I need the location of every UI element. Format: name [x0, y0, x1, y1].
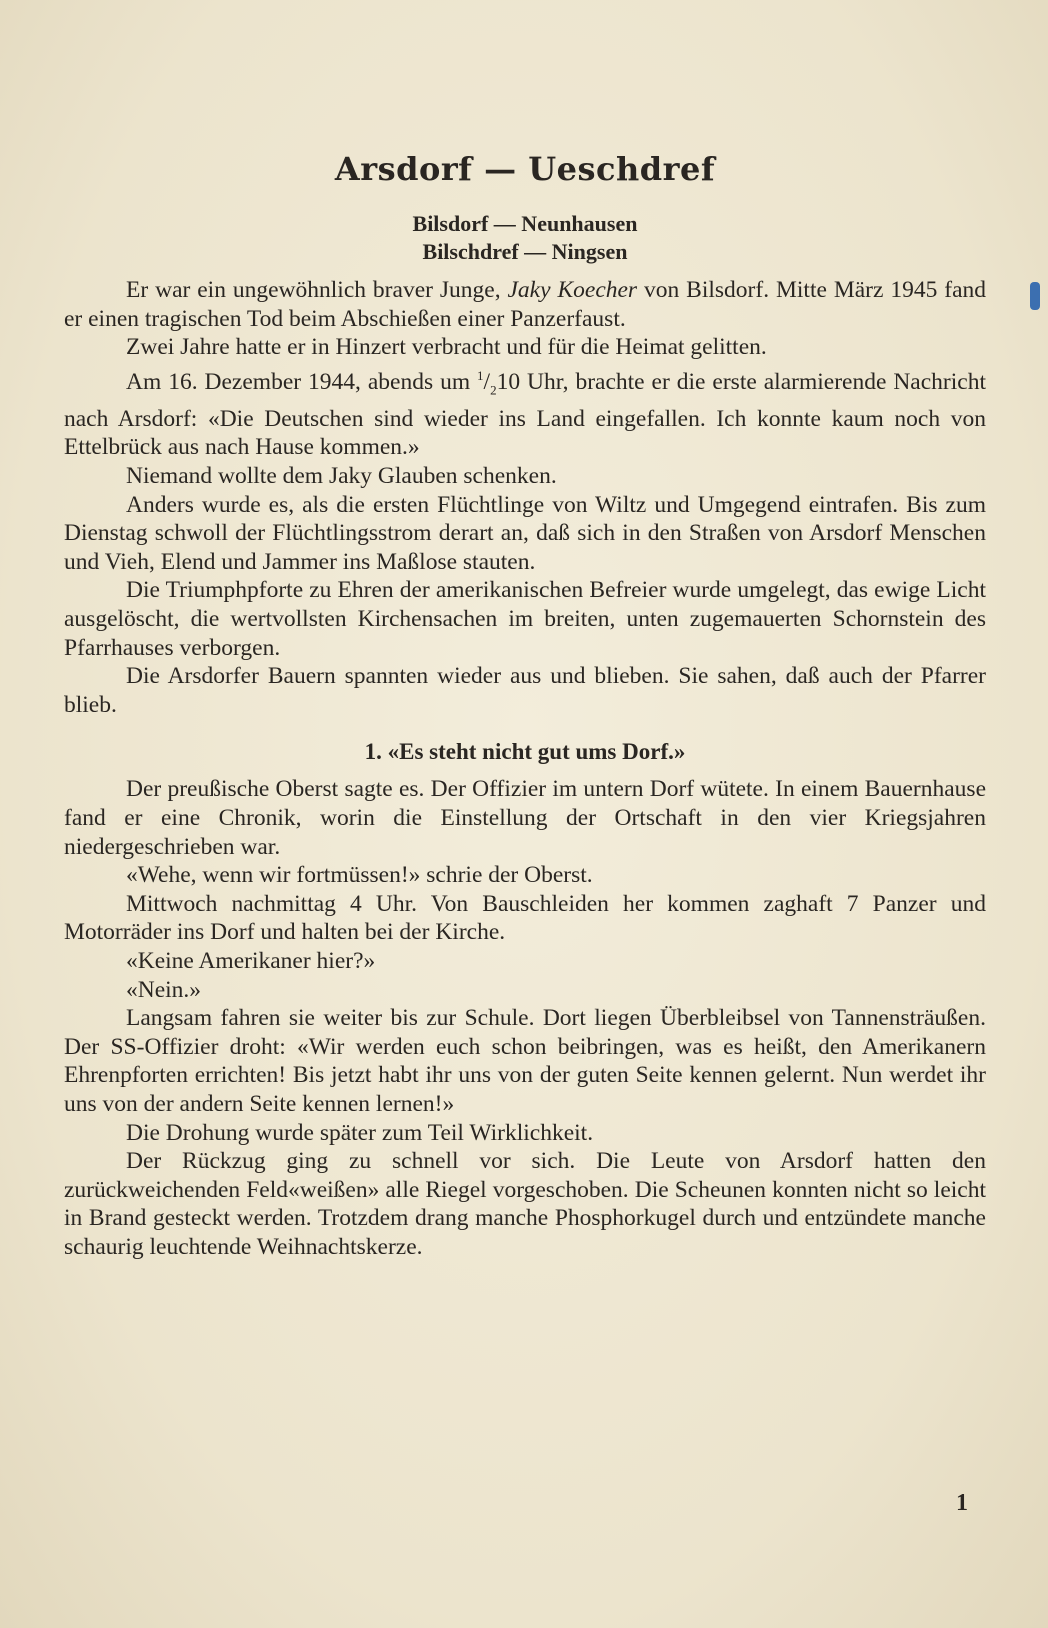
- paragraph: Der Rückzug ging zu schnell vor sich. Die Leute von Arsdorf hatten den zurückweichenden Feld«weißen» alle Riegel vorgeschoben. Die Scheunen konnten nicht so leicht in Brand gesteckt werden. Trotzdem drang manche Phosphorkugel durch und entzündete manche schaurig leuchtende Weihnachtskerze.: [64, 1148, 986, 1260]
- paragraph: Die Triumphpforte zu Ehren der amerikanischen Befreier wurde umgelegt, das ewige Licht ausgelöscht, die wertvollsten Kirchensachen im breiten, unten zugemauerten Schornstein des Pfarrhauses verborgen.: [64, 577, 986, 661]
- paragraph: Niemand wollte dem Jaky Glauben schenken.: [126, 463, 557, 490]
- text-column: [64, 150, 986, 1262]
- text-span: Am 16. Dezember 1944, abends um: [126, 368, 478, 395]
- text-span: 10 Uhr, brachte er die erste alarmierende Nachricht nach Arsdorf: «Die Deutschen sind wieder ins Land eingefallen. Ich konnte kaum noch von Ettelbrück aus nach Hause kommen.»: [64, 368, 986, 461]
- page-number: 1: [956, 1490, 968, 1516]
- paragraph: «Nein.»: [126, 976, 202, 1003]
- paragraph: Langsam fahren sie weiter bis zur Schule. Dort liegen Überbleibsel von Tannensträußen. Der SS-Offizier droht: «Wir werden euch schon beibringen, was es heißt, den Amerikanern Ehrenpforten errichten! Bis jetzt habt ihr uns von der guten Seite kennen gelernt. Nun werdet ihr uns von der andern Seite kennen lernen!»: [64, 1005, 986, 1117]
- section-heading: 1. «Es steht nicht gut ums Dorf.»: [364, 739, 686, 765]
- paragraph: [64, 276, 986, 333]
- subtitle-line-2: Bilschdref — Ningsen: [422, 239, 628, 264]
- page-tab-marker: [1030, 282, 1040, 310]
- paragraph: Anders wurde es, als die ersten Flüchtlinge von Wiltz und Umgegend eintrafen. Bis zum Dienstag schwoll der Flüchtlingsstrom derart an, daß sich in den Straßen von Arsdorf Menschen und Vieh, Elend und Jammer ins Maßlose stauten.: [64, 491, 986, 575]
- paragraph: Der preußische Oberst sagte es. Der Offizier im untern Dorf wütete. In einem Bauernhause fand er eine Chronik, worin die Einstellung der Ortschaft in den vier Kriegsjahren niedergeschrieben war.: [64, 776, 986, 860]
- text-span: Er war ein ungewöhnlich braver Junge,: [126, 277, 508, 303]
- paragraph: Mittwoch nachmittag 4 Uhr. Von Bauschleiden her kommen zaghaft 7 Panzer und Motorräder ins Dorf und halten bei der Kirche.: [64, 890, 986, 946]
- fraction-denominator: 2: [490, 382, 497, 398]
- paragraph: Zwei Jahre hatte er in Hinzert verbracht und für die Heimat gelitten.: [126, 334, 767, 361]
- paragraph: Die Arsdorfer Bauern spannten wieder aus und blieben. Sie sahen, daß auch der Pfarrer blieb.: [64, 663, 986, 718]
- paragraph: «Keine Amerikaner hier?»: [126, 947, 376, 974]
- fraction-numerator: 1: [477, 367, 484, 383]
- person-name: Jaky Koecher: [507, 277, 638, 303]
- paragraph: Die Drohung wurde später zum Teil Wirklichkeit.: [126, 1119, 594, 1146]
- paragraph: «Wehe, wenn wir fortmüssen!» schrie der Oberst.: [126, 862, 593, 889]
- subtitle-block: [64, 210, 986, 266]
- text-span: von Bilsdorf. Mitte März 1945 fand er einen tragischen Tod beim Abschießen einer Panzerfaust.: [64, 277, 986, 332]
- paragraph: Am 16. Dezember 1944, abends um $^1/_210$ Uhr, brachte er die erste alarmierende Nachricht nach Arsdorf: «Die Deutschen sind wieder ins Land eingefallen. Ich konnte kaum noch von Ettelbrück aus nach Hause kommen.»: [64, 367, 986, 461]
- subtitle-line-1: Bilsdorf — Neunhausen: [412, 211, 638, 236]
- page-title: Arsdorf — Ueschdref: [334, 150, 716, 188]
